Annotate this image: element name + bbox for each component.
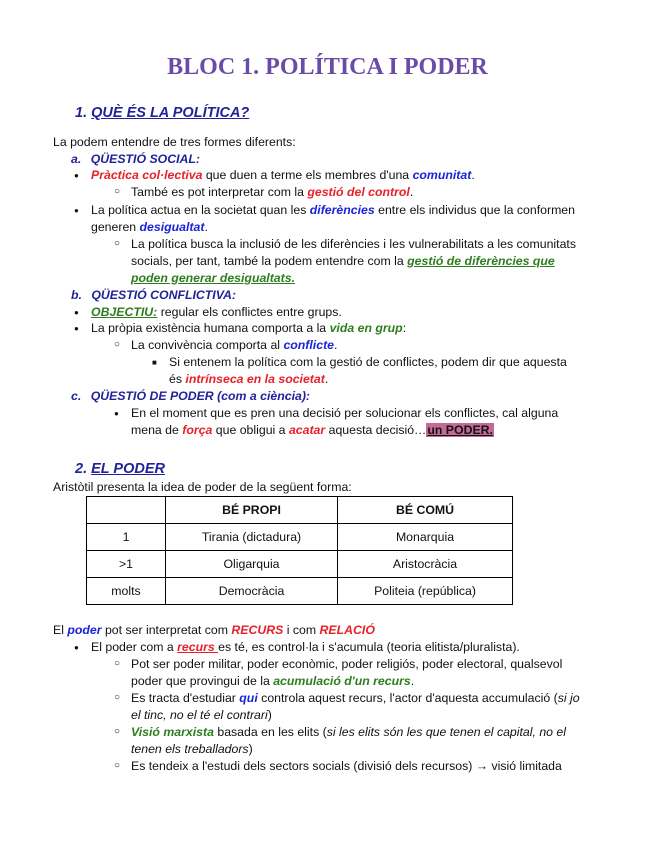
text: generen [91, 220, 140, 234]
text: aquesta decisió… [325, 423, 427, 437]
highlight: un PODER. [427, 423, 493, 437]
table-cell: Aristocràcia [338, 551, 513, 578]
list-item-continuation [131, 674, 414, 688]
section-2-heading [75, 461, 165, 477]
text: . [334, 338, 338, 352]
table-cell: Tirania (dictadura) [166, 524, 338, 551]
text: es té, es control·la i s'acumula (teoria elitista/pluralista). [218, 640, 520, 654]
table-row [87, 551, 513, 578]
text: mena de [131, 423, 183, 437]
table-cell: molts [87, 578, 166, 605]
section-2-number: 2. [75, 461, 88, 477]
table-cell: Monarquia [338, 524, 513, 551]
table-row [87, 524, 513, 551]
text: el tinc, no el té el contrari [131, 708, 268, 722]
table-cell: Democràcia [166, 578, 338, 605]
table-cell: 1 [87, 524, 166, 551]
list-item [91, 305, 342, 319]
list-item [91, 321, 406, 335]
power-table [86, 496, 513, 605]
table-cell: Politeia (república) [338, 578, 513, 605]
list-item-continuation [131, 423, 494, 437]
text: és [169, 372, 186, 386]
term: Pràctica col·lectiva [91, 168, 203, 182]
text: : [402, 321, 407, 335]
text: . [204, 220, 208, 234]
subheading-c-label: QÜESTIÓ DE PODER (com a ciència): [90, 389, 311, 403]
text: que duen a terme els membres d'una [202, 168, 413, 182]
table-header-row [87, 497, 513, 524]
section-1-heading [75, 105, 249, 121]
subheading-b [71, 288, 236, 302]
term: intrínseca en la societat [185, 372, 325, 386]
page-title: BLOC 1. POLÍTICA I PODER [167, 54, 488, 80]
list-item [131, 338, 337, 352]
list-item: ○ La política busca la inclusió de les diferències i les vulnerabilitats a les comunitats [131, 237, 576, 251]
term: RELACIÓ [319, 623, 375, 637]
list-item [91, 168, 475, 182]
term: acumulació d'un recurs [273, 674, 411, 688]
text: Es tracta d'estudiar [131, 691, 240, 705]
text: regular els conflictes entre grups. [157, 305, 342, 319]
list-item-continuation [169, 372, 328, 386]
text: ) [248, 742, 253, 756]
term: poder [67, 623, 102, 637]
text: que obligui a [212, 423, 289, 437]
subheading-b-letter: b. [71, 288, 82, 302]
term: gestió de diferències que [407, 254, 555, 268]
table-row [87, 578, 513, 605]
list-item: ○ Pot ser poder militar, poder econòmic, poder religiós, poder electoral, qualsevol [131, 657, 562, 671]
table-header [87, 497, 166, 524]
term: força [182, 423, 213, 437]
text: La pròpia existència humana comporta a la [91, 321, 330, 335]
list-item: ■ Si entenem la política com la gestió de conflictes, podem dir que aquesta [169, 355, 567, 369]
term: OBJECTIU: [91, 305, 158, 319]
term: recurs [177, 640, 219, 654]
power-interpretation [53, 623, 375, 637]
text: . [324, 372, 329, 386]
section-1-intro: La podem entendre de tres formes diferents: [53, 135, 296, 149]
text: ) [267, 708, 272, 722]
text: . [410, 674, 415, 688]
subheading-a [71, 152, 200, 166]
text: si les elits són les que tenen el capital, no el [326, 725, 566, 739]
list-item [91, 203, 575, 217]
list-item [131, 185, 413, 199]
term: acatar [288, 423, 326, 437]
section-1-number: 1. [75, 105, 88, 121]
text: . [409, 185, 414, 199]
table-cell: >1 [87, 551, 166, 578]
table-header: BÉ PROPI [166, 497, 338, 524]
table-header: BÉ COMÚ [338, 497, 513, 524]
subheading-a-letter: a. [71, 152, 82, 166]
term: desigualtat [139, 220, 205, 234]
section-2-intro: Aristòtil presenta la idea de poder de la següent forma: [53, 480, 352, 494]
term: conflicte [283, 338, 335, 352]
text: La convivència comporta al [131, 338, 284, 352]
list-item-continuation [131, 254, 555, 268]
list-item-continuation [131, 708, 272, 722]
list-item-continuation: poden generar desigualtats. [131, 271, 295, 285]
table-cell: Oligarquia [166, 551, 338, 578]
list-item: ● En el moment que es pren una decisió per solucionar els conflictes, cal alguna [131, 406, 558, 420]
text: També es pot interpretar com la [131, 185, 308, 199]
list-item: ○ Es tendeix a l'estudi dels sectors socials (divisió dels recursos) → visió limitada [131, 759, 562, 773]
section-2-title: EL PODER [91, 461, 165, 477]
text: socials, per tant, també la podem entendre com la [131, 254, 408, 268]
term: Visió marxista [131, 725, 214, 739]
list-item [131, 691, 580, 705]
text: El [53, 623, 68, 637]
text: si jo [557, 691, 580, 705]
text: tenen els treballadors [131, 742, 249, 756]
subheading-b-label: QÜESTIÓ CONFLICTIVA: [91, 288, 236, 302]
term: gestió del control [307, 185, 410, 199]
term: vida en grup [329, 321, 403, 335]
text: controla aquest recurs, l'actor d'aquesta accumulació ( [257, 691, 558, 705]
subheading-a-label: QÜESTIÓ SOCIAL: [90, 152, 200, 166]
list-item [131, 725, 566, 739]
text: basada en les elits ( [213, 725, 327, 739]
subheading-c-letter: c. [71, 389, 82, 403]
term: RECURS [231, 623, 284, 637]
term: comunitat [412, 168, 472, 182]
text: i com [283, 623, 320, 637]
text: poder que provingui de la [131, 674, 274, 688]
list-item-continuation [91, 220, 208, 234]
text: entre els individus que la conformen [374, 203, 575, 217]
list-item [91, 640, 520, 654]
subheading-c [71, 389, 310, 403]
term: qui [239, 691, 258, 705]
text: La política actua en la societat quan les [91, 203, 310, 217]
text: pot ser interpretat com [101, 623, 232, 637]
text: . [471, 168, 475, 182]
list-item-continuation [131, 742, 253, 756]
section-1-title: QUÈ ÉS LA POLÍTICA? [91, 105, 250, 121]
term: diferències [309, 203, 375, 217]
text: El poder com a [91, 640, 178, 654]
